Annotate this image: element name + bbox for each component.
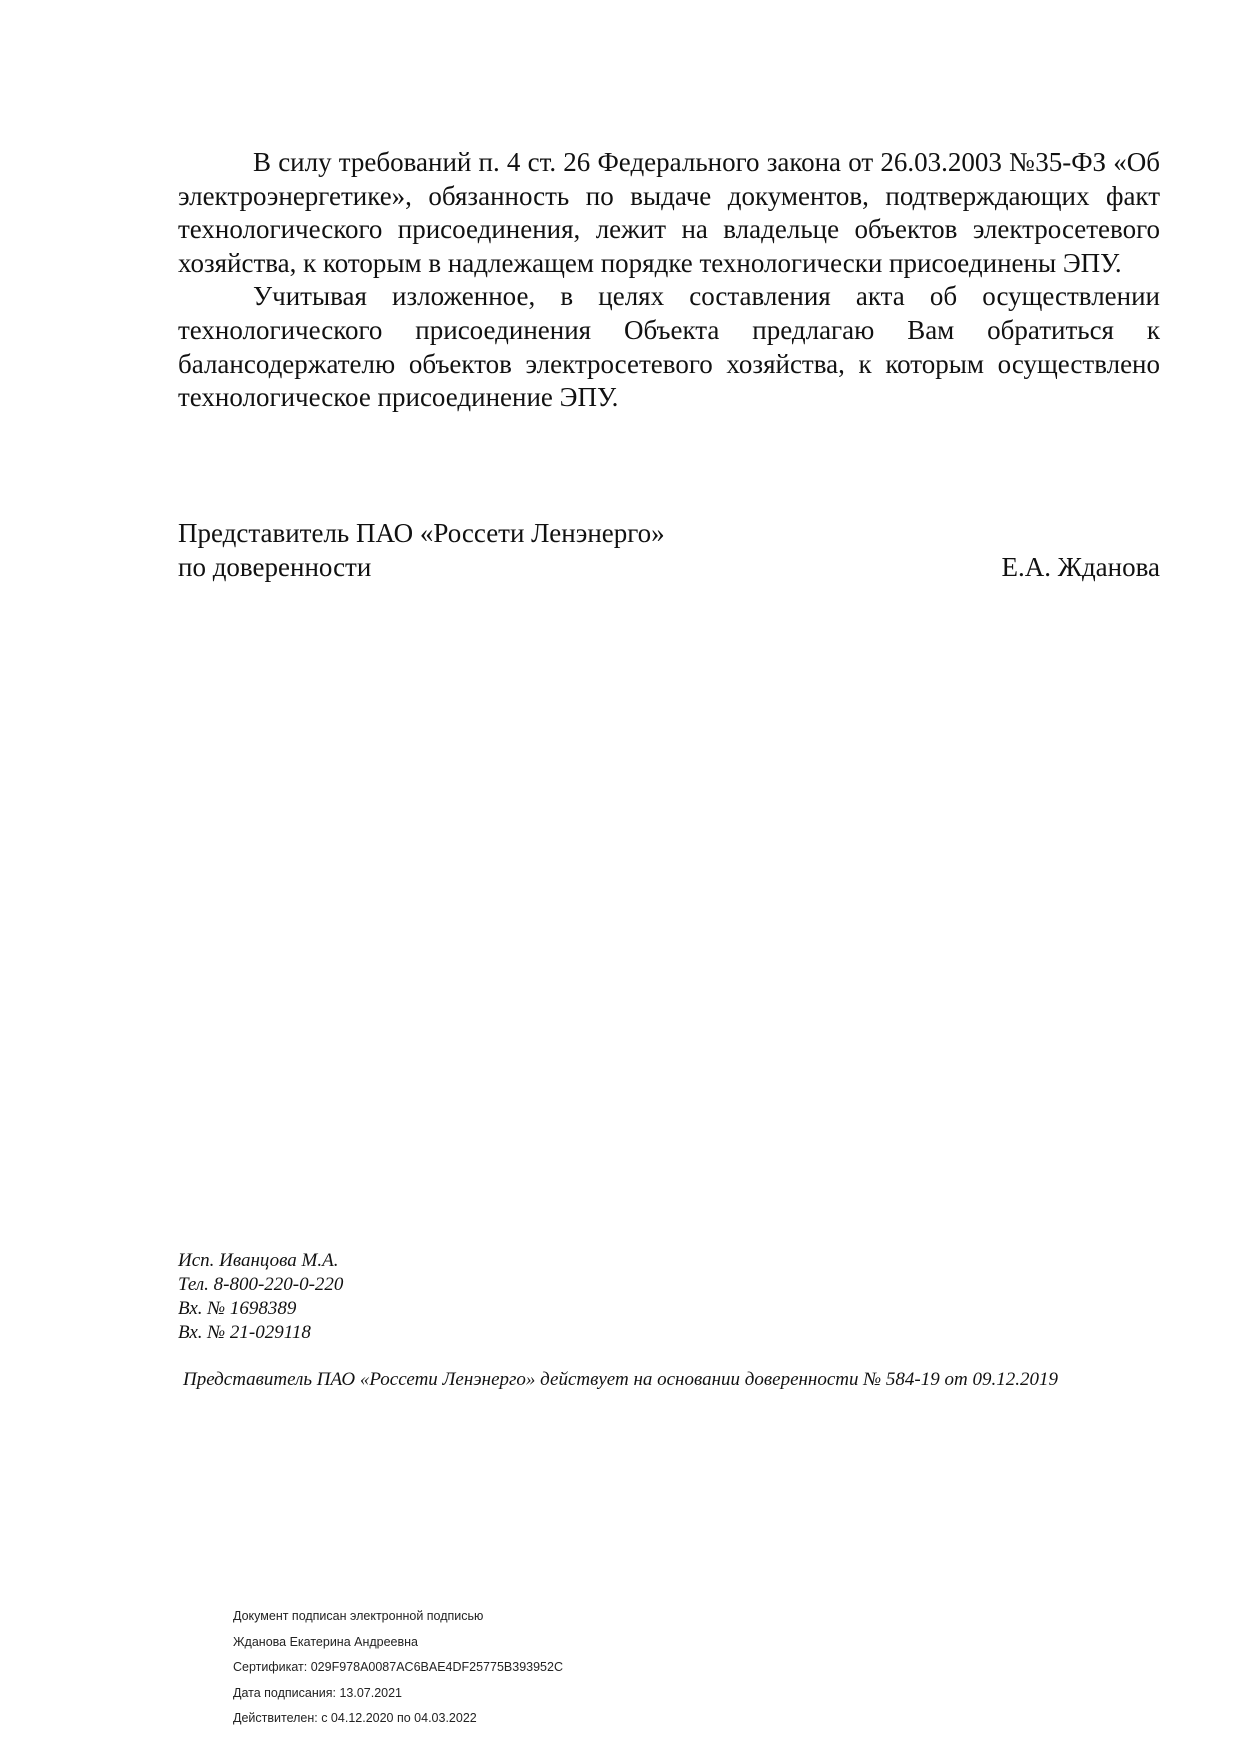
electronic-signature-stamp (233, 1604, 563, 1732)
signer-authority: по доверенности (178, 552, 372, 582)
proxy-note: Представитель ПАО «Россети Ленэнерго» действует на основании доверенности № 584-19 от 09.12.2019 (183, 1369, 1058, 1390)
signer-name: Е.А. Жданова (1001, 552, 1160, 582)
stamp-title: Документ подписан электронной подписью (233, 1609, 484, 1623)
paragraph-legal-basis: В силу требований п. 4 ст. 26 Федерального закона от 26.03.2003 №35-ФЗ «Об электроэнергетике», обязанность по выдаче документов, подтверждающих факт технологического присоединения, лежит на владельце объектов электросетевого хозяйства, к которым в надлежащем порядке технологически присоединены ЭПУ. (178, 147, 1160, 278)
letter-body (178, 146, 1160, 415)
incoming-number-1: Вх. № 1698389 (178, 1298, 297, 1319)
stamp-signed-date: Дата подписания: 13.07.2021 (233, 1685, 403, 1700)
executor-info (178, 1249, 343, 1345)
executor-phone: Тел. 8-800-220-0-220 (178, 1274, 344, 1295)
signature-block (178, 516, 1160, 584)
signer-position: Представитель ПАО «Россети Ленэнерго» (178, 518, 665, 548)
stamp-signer: Жданова Екатерина Андреевна (233, 1634, 419, 1649)
signer-line (178, 550, 1160, 584)
paragraph-recommendation: Учитывая изложенное, в целях составления акта об осуществлении технологического присоединения Объекта предлагаю Вам обратиться к балансодержателю объектов электросетевого хозяйства, к которым осуществлено технологическое присоединение ЭПУ. (178, 281, 1160, 413)
executor-name: Исп. Иванцова М.А. (178, 1250, 339, 1271)
stamp-certificate: Сертификат: 029F978A0087AC6BAE4DF25775B393952C (233, 1660, 563, 1674)
stamp-validity: Действителен: с 04.12.2020 по 04.03.2022 (233, 1711, 477, 1725)
incoming-number-2: Вх. № 21-029118 (178, 1322, 311, 1343)
